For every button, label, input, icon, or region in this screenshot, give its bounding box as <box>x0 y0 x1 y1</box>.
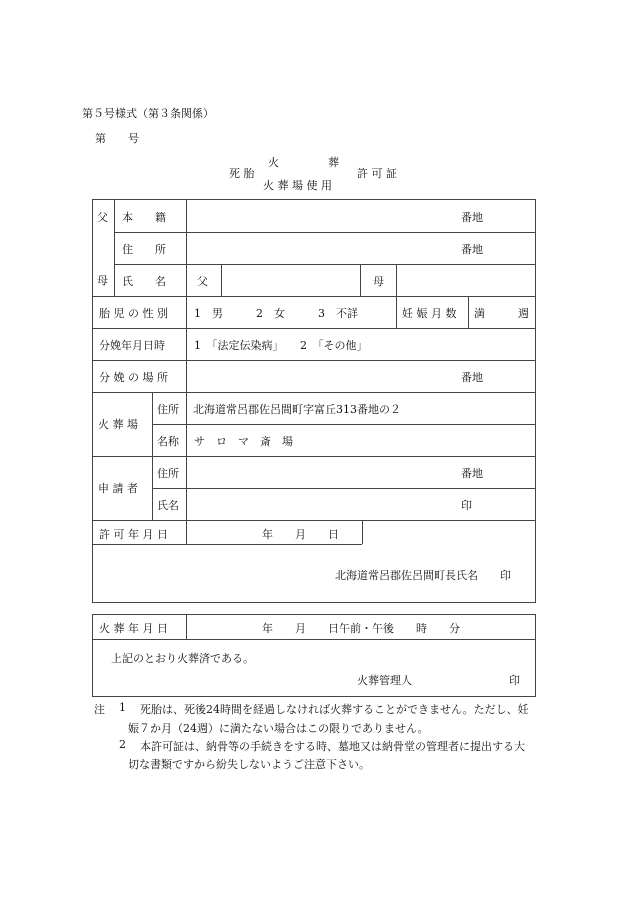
address-label: 住 所 <box>122 243 166 256</box>
crem-name-value: サ ロ マ 斎 場 <box>194 435 293 448</box>
birth-value: 1 「法定伝染病」 2 「その他」 <box>194 339 368 352</box>
note-2-line2: 切な書類ですから紛失しないようご注意下さい。 <box>128 758 370 771</box>
number-line: 第 号 <box>95 132 139 145</box>
manager-seal: 印 <box>509 674 520 687</box>
crematorium-manager: 火葬管理人 <box>357 674 412 687</box>
crem-name-label: 名称 <box>157 435 179 448</box>
app-seal: 印 <box>461 499 472 512</box>
sex-label: 胎 児 の 性 別 <box>99 307 168 320</box>
title-crematorium-use: 火 葬 場 使 用 <box>263 179 332 192</box>
note-2-number: 2 <box>119 738 126 751</box>
permit-date-value: 年 月 日 <box>262 528 339 541</box>
mother-name-label: 母 <box>373 275 384 288</box>
place-banchi: 番地 <box>461 371 483 384</box>
applicant-label: 申 請 者 <box>98 482 138 495</box>
app-address-banchi: 番地 <box>461 467 483 480</box>
honseki-banchi: 番地 <box>461 211 483 224</box>
title-stillbirth: 死 胎 <box>229 167 255 180</box>
cremation-date-label: 火 葬 年 月 日 <box>99 622 168 635</box>
address-banchi: 番地 <box>461 243 483 256</box>
title-cremation: 火 葬 <box>268 156 340 169</box>
cremation-statement: 上記のとおり火葬済である。 <box>111 652 254 665</box>
crem-address-label: 住所 <box>157 403 179 416</box>
note-1-line2: 娠７か月（24週）に満たない場合はこの限りでありません。 <box>128 722 429 735</box>
note-1-number: 1 <box>119 701 126 714</box>
form-number: 第５号様式（第３条関係） <box>82 107 214 120</box>
father-label: 父 <box>97 211 108 224</box>
place-label: 分 娩 の 場 所 <box>99 371 168 384</box>
permit-date-label: 許 可 年 月 日 <box>99 528 168 541</box>
note-1-line1: 死胎は、死後24時間を経過しなければ火葬することができません。ただし、妊 <box>140 703 529 716</box>
name-label: 氏 名 <box>122 275 166 288</box>
mayor-signature: 北海道常呂郡佐呂間町長氏名 印 <box>335 569 511 582</box>
title-permit: 許 可 証 <box>357 167 397 180</box>
crem-address-value: 北海道常呂郡佐呂間町字富丘313番地の２ <box>193 403 401 416</box>
birth-label: 分娩年月日時 <box>99 339 165 352</box>
sex-options: 1 男 2 女 3 不詳 <box>194 307 358 320</box>
cremation-date-value: 年 月 日午前・午後 時 分 <box>262 622 460 635</box>
app-address-label: 住所 <box>157 467 179 480</box>
app-name-label: 氏名 <box>157 499 179 512</box>
pregnancy-value: 満 週 <box>474 307 529 320</box>
crematorium-label: 火 葬 場 <box>98 418 138 431</box>
father-name-label: 父 <box>197 275 208 288</box>
pregnancy-label: 妊 娠 月 数 <box>402 307 457 320</box>
mother-label: 母 <box>97 274 108 287</box>
honseki-label: 本 籍 <box>122 211 166 224</box>
notes-prefix: 注 <box>94 703 105 716</box>
note-2-line1: 本許可証は、納骨等の手続きをする時、墓地又は納骨堂の管理者に提出する大 <box>140 740 525 753</box>
